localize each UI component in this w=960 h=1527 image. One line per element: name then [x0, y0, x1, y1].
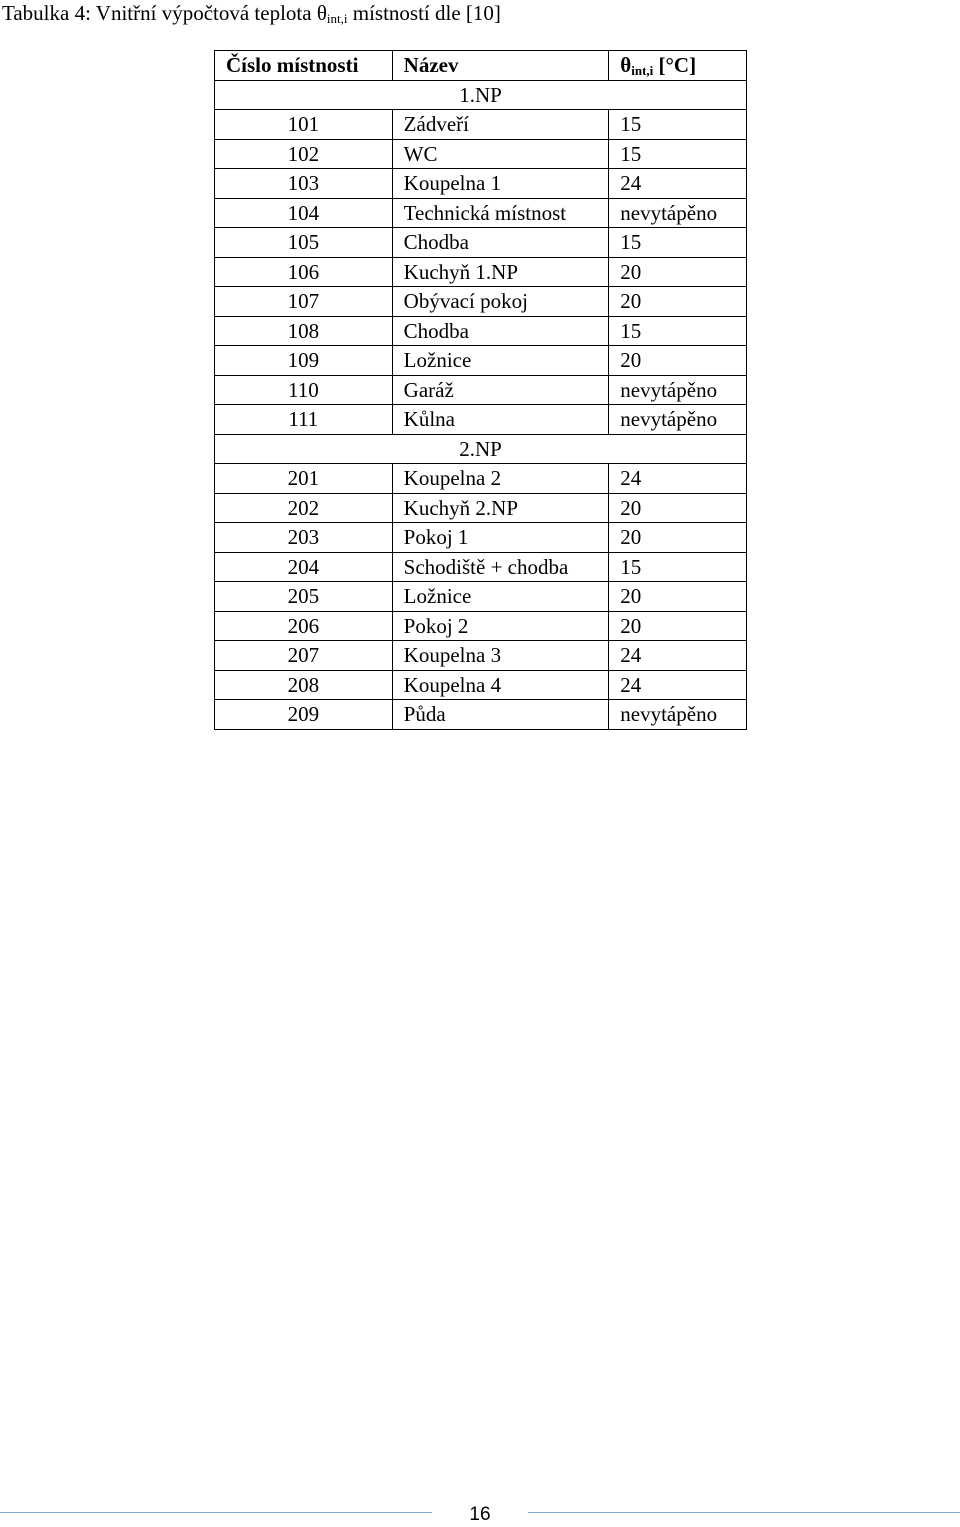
table-row [215, 405, 747, 435]
floor-header-row [215, 80, 747, 110]
header-room-number: Číslo místnosti [215, 51, 393, 81]
table-row [215, 464, 747, 494]
room-name-cell: Kuchyň 1.NP [392, 257, 609, 287]
temperature-cell: nevytápěno [609, 700, 747, 730]
room-number-cell: 103 [215, 169, 393, 199]
temperature-cell: 20 [609, 611, 747, 641]
temperature-cell: 20 [609, 346, 747, 376]
temperature-cell: 20 [609, 523, 747, 553]
footer-rule-right [528, 1512, 960, 1513]
temperature-cell: 20 [609, 582, 747, 612]
table-body [215, 80, 747, 729]
header-theta-subscript: int,i [631, 63, 654, 79]
room-name-cell: Kuchyň 2.NP [392, 493, 609, 523]
room-number-cell: 204 [215, 552, 393, 582]
room-number-cell: 206 [215, 611, 393, 641]
room-name-cell: Kůlna [392, 405, 609, 435]
temperature-cell: 24 [609, 464, 747, 494]
temperature-cell: 15 [609, 552, 747, 582]
table-row [215, 346, 747, 376]
room-number-cell: 107 [215, 287, 393, 317]
room-number-cell: 203 [215, 523, 393, 553]
room-name-cell: Půda [392, 700, 609, 730]
room-number-cell: 109 [215, 346, 393, 376]
temperature-cell: 15 [609, 110, 747, 140]
room-name-cell: Chodba [392, 228, 609, 258]
temperature-cell: 20 [609, 257, 747, 287]
room-number-cell: 110 [215, 375, 393, 405]
room-name-cell: Koupelna 1 [392, 169, 609, 199]
room-name-cell: WC [392, 139, 609, 169]
room-name-cell: Technická místnost [392, 198, 609, 228]
room-name-cell: Zádveří [392, 110, 609, 140]
table-row [215, 110, 747, 140]
room-number-cell: 202 [215, 493, 393, 523]
room-number-cell: 104 [215, 198, 393, 228]
room-name-cell: Schodiště + chodba [392, 552, 609, 582]
room-number-cell: 208 [215, 670, 393, 700]
table-header-row [215, 51, 747, 81]
room-number-cell: 207 [215, 641, 393, 671]
table-row [215, 670, 747, 700]
table-row [215, 375, 747, 405]
caption-text-suffix: místností dle [10] [347, 1, 501, 25]
page-number: 16 [469, 1504, 491, 1525]
room-number-cell: 205 [215, 582, 393, 612]
temperature-cell: 20 [609, 493, 747, 523]
room-number-cell: 201 [215, 464, 393, 494]
table-row [215, 228, 747, 258]
temperature-cell: 15 [609, 316, 747, 346]
room-name-cell: Ložnice [392, 346, 609, 376]
room-number-cell: 111 [215, 405, 393, 435]
table-row [215, 316, 747, 346]
room-name-cell: Garáž [392, 375, 609, 405]
table-row [215, 139, 747, 169]
table-row [215, 287, 747, 317]
table-row [215, 582, 747, 612]
temperature-cell: 15 [609, 139, 747, 169]
header-temperature [609, 51, 747, 81]
header-theta: θ [620, 53, 632, 78]
temperature-cell: 15 [609, 228, 747, 258]
room-name-cell: Pokoj 1 [392, 523, 609, 553]
temperature-cell: nevytápěno [609, 375, 747, 405]
room-name-cell: Ložnice [392, 582, 609, 612]
table-row [215, 700, 747, 730]
room-name-cell: Koupelna 3 [392, 641, 609, 671]
temperature-cell: nevytápěno [609, 198, 747, 228]
floor-header-row [215, 434, 747, 464]
table-row [215, 523, 747, 553]
room-number-cell: 106 [215, 257, 393, 287]
table-row [215, 641, 747, 671]
floor-label: 1.NP [215, 80, 747, 110]
room-number-cell: 209 [215, 700, 393, 730]
table-row [215, 169, 747, 199]
table-row [215, 198, 747, 228]
temperature-cell: 24 [609, 670, 747, 700]
table-row [215, 552, 747, 582]
caption-text: Tabulka 4: Vnitřní výpočtová teplota θ [2, 1, 327, 25]
table-row [215, 257, 747, 287]
room-name-cell: Chodba [392, 316, 609, 346]
table-caption [2, 0, 501, 26]
room-number-cell: 108 [215, 316, 393, 346]
footer-rule-left [0, 1512, 432, 1513]
table-row [215, 493, 747, 523]
room-name-cell: Koupelna 2 [392, 464, 609, 494]
floor-label: 2.NP [215, 434, 747, 464]
caption-subscript: int,i [326, 11, 348, 26]
room-number-cell: 101 [215, 110, 393, 140]
table-row [215, 611, 747, 641]
room-name-cell: Koupelna 4 [392, 670, 609, 700]
room-number-cell: 102 [215, 139, 393, 169]
temperature-cell: nevytápěno [609, 405, 747, 435]
room-name-cell: Pokoj 2 [392, 611, 609, 641]
header-room-name: Název [392, 51, 609, 81]
room-number-cell: 105 [215, 228, 393, 258]
temperature-cell: 24 [609, 169, 747, 199]
room-temperature-table [214, 50, 747, 730]
temperature-cell: 20 [609, 287, 747, 317]
room-name-cell: Obývací pokoj [392, 287, 609, 317]
temperature-cell: 24 [609, 641, 747, 671]
header-unit: [°C] [653, 53, 697, 78]
